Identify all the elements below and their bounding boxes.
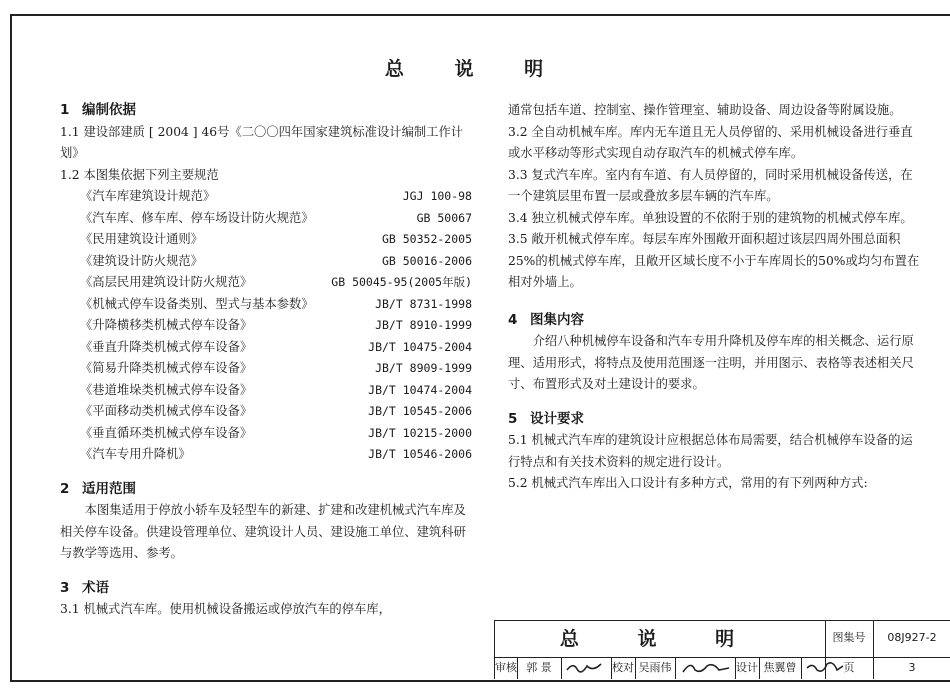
standard-name: 《汽车库建筑设计规范》 — [80, 189, 216, 203]
standard-name: 《高层民用建筑设计防火规范》 — [80, 275, 253, 289]
standard-code: GB 50045-95(2005年版) — [331, 275, 472, 289]
standard-code: JB/T 8910-1999 — [375, 318, 472, 332]
clause-1-1: 1.1 建设部建质 [ 2004 ] 46号《二〇〇四年国家建筑标准设计编制工作计划》 — [60, 124, 464, 160]
design-label: 设计 — [736, 661, 758, 674]
standard-row — [60, 229, 472, 251]
clause-1-2: 1.2 本图集依据下列主要规范 — [60, 167, 219, 182]
right-column — [508, 100, 920, 495]
standard-name: 《升降横移类机械式停车设备》 — [80, 318, 253, 332]
designer-name: 焦翼曾 — [763, 661, 797, 674]
standard-name: 《巷道堆垛类机械式停车设备》 — [80, 382, 253, 397]
standard-row — [60, 444, 472, 466]
standard-row — [60, 337, 472, 359]
section-2-body: 本图集适用于停放小轿车及轻型车的新建、扩建和改建机械式汽车库及相关停车设备。供建设管理单位、建筑设计人员、建设施工单位、建筑科研与教学等选用、参考。 — [60, 503, 466, 560]
clause-5-2: 5.2 机械式汽车库出入口设计有多种方式，常用的有下列两种方式: — [508, 476, 868, 490]
section-3-heading — [60, 578, 472, 600]
standard-name: 《简易升降类机械式停车设备》 — [80, 361, 253, 375]
page-title: 总 说 明 — [384, 58, 566, 80]
clause-5-1: 5.1 机械式汽车库的建筑设计应根据总体布局需要，结合机械停车设备的运行特点和有关技术资料的规定进行设计。 — [508, 433, 913, 469]
standard-name: 《垂直循环类机械式停车设备》 — [80, 425, 253, 440]
title-block — [494, 620, 950, 679]
standard-code: GB 50016-2006 — [381, 253, 472, 268]
standard-code: JB/T 10545-2006 — [368, 404, 472, 418]
standard-name: 《民用建筑设计通则》 — [80, 232, 203, 246]
section-number: 5 — [508, 410, 518, 427]
standard-row — [60, 208, 472, 230]
section-4-body: 介绍八种机械停车设备和汽车专用升降机及停车库的相关概念、运行原理、适用形式，将特点及使用范围逐一注明，并用图示、表格等表述相关尺寸、布置形式及对土建设计的要求。 — [508, 334, 914, 391]
standard-row — [60, 294, 472, 316]
clause-3-3: 3.3 复式汽车库。室内有车道、有人员停留的，同时采用机械设备传送，在一个建筑层里布置一层或叠放多层车辆的汽车库。 — [508, 167, 913, 203]
standard-row — [60, 401, 472, 423]
clause-3-5: 3.5 敞开机械式停车库。每层车库外围敞开面积超过该层四周外围总面积25%的机械式停车库，且敞开区域长度不小于车库周长的50%或均匀布置在相对外墙上。 — [508, 232, 920, 289]
section-title: 图集内容 — [530, 311, 584, 328]
clause-3-1: 3.1 机械式汽车库。使用机械设备搬运或停放汽车的停车库， — [60, 602, 391, 616]
clause-3-2: 3.2 全自动机械车库。库内无车道且无人员停留的、采用机械设备进行垂直或水平移动等形式实现自动存取汽车的机械式停车库。 — [508, 124, 913, 160]
standard-name: 《垂直升降类机械式停车设备》 — [80, 339, 253, 354]
review-label: 审核 — [495, 661, 517, 674]
standard-row — [60, 186, 472, 208]
section-title: 术语 — [82, 579, 109, 596]
standard-row — [60, 358, 472, 380]
standard-code: JB/T 10475-2004 — [368, 339, 472, 354]
standard-code: GB 50352-2005 — [381, 232, 472, 246]
standard-name: 《平面移动类机械式停车设备》 — [80, 404, 253, 418]
section-title: 设计要求 — [530, 410, 584, 427]
section-2-heading — [60, 479, 472, 501]
section-number: 4 — [508, 311, 518, 328]
section-title: 编制依据 — [82, 102, 136, 118]
clause-3-4: 3.4 独立机械式停车库。单独设置的不依附于别的建筑物的机械式停车库。 — [508, 210, 913, 225]
standard-code: JB/T 8909-1999 — [375, 361, 472, 375]
section-title: 适用范围 — [82, 480, 136, 497]
check-label: 校对 — [612, 661, 634, 674]
standard-name: 《汽车专用升降机》 — [80, 447, 191, 461]
standard-row — [60, 315, 472, 337]
section-1-heading — [60, 100, 472, 122]
standard-name: 《建筑设计防火规范》 — [80, 253, 203, 268]
section-number: 2 — [60, 480, 70, 497]
page-label: 页 — [843, 661, 855, 674]
standard-row — [60, 251, 472, 273]
checker-signature — [681, 660, 731, 679]
reviewer-signature — [565, 660, 605, 679]
section-number: 1 — [60, 102, 70, 118]
standard-code: GB 50067 — [416, 210, 472, 225]
reviewer-name: 郭 景 — [526, 661, 552, 674]
standard-code: JB/T 10474-2004 — [368, 382, 472, 397]
clause-3-1-continued: 通常包括车道、控制室、操作管理室、辅助设备、周边设备等附属设施。 — [508, 103, 902, 117]
title-block-title: 总 说 明 — [559, 628, 761, 650]
standard-name: 《机械式停车设备类别、型式与基本参数》 — [80, 296, 314, 311]
section-4-heading — [508, 310, 920, 332]
atlas-number-label: 图集号 — [832, 631, 866, 644]
atlas-number: 08J927-2 — [887, 631, 937, 644]
standard-name: 《汽车库、修车库、停车场设计防火规范》 — [80, 210, 314, 225]
checker-name: 吴雨伟 — [638, 661, 672, 674]
standard-code: JB/T 10215-2000 — [368, 425, 472, 440]
page-number: 3 — [908, 661, 916, 674]
standard-code: JB/T 10546-2006 — [368, 447, 472, 461]
section-number: 3 — [60, 579, 70, 596]
standard-code: JB/T 8731-1998 — [375, 296, 472, 311]
standard-code: JGJ 100-98 — [402, 189, 472, 203]
section-5-heading — [508, 409, 920, 431]
standards-list — [60, 186, 472, 466]
left-column — [60, 100, 472, 621]
standard-row — [60, 423, 472, 445]
standard-row — [60, 380, 472, 402]
standard-row — [60, 272, 472, 294]
